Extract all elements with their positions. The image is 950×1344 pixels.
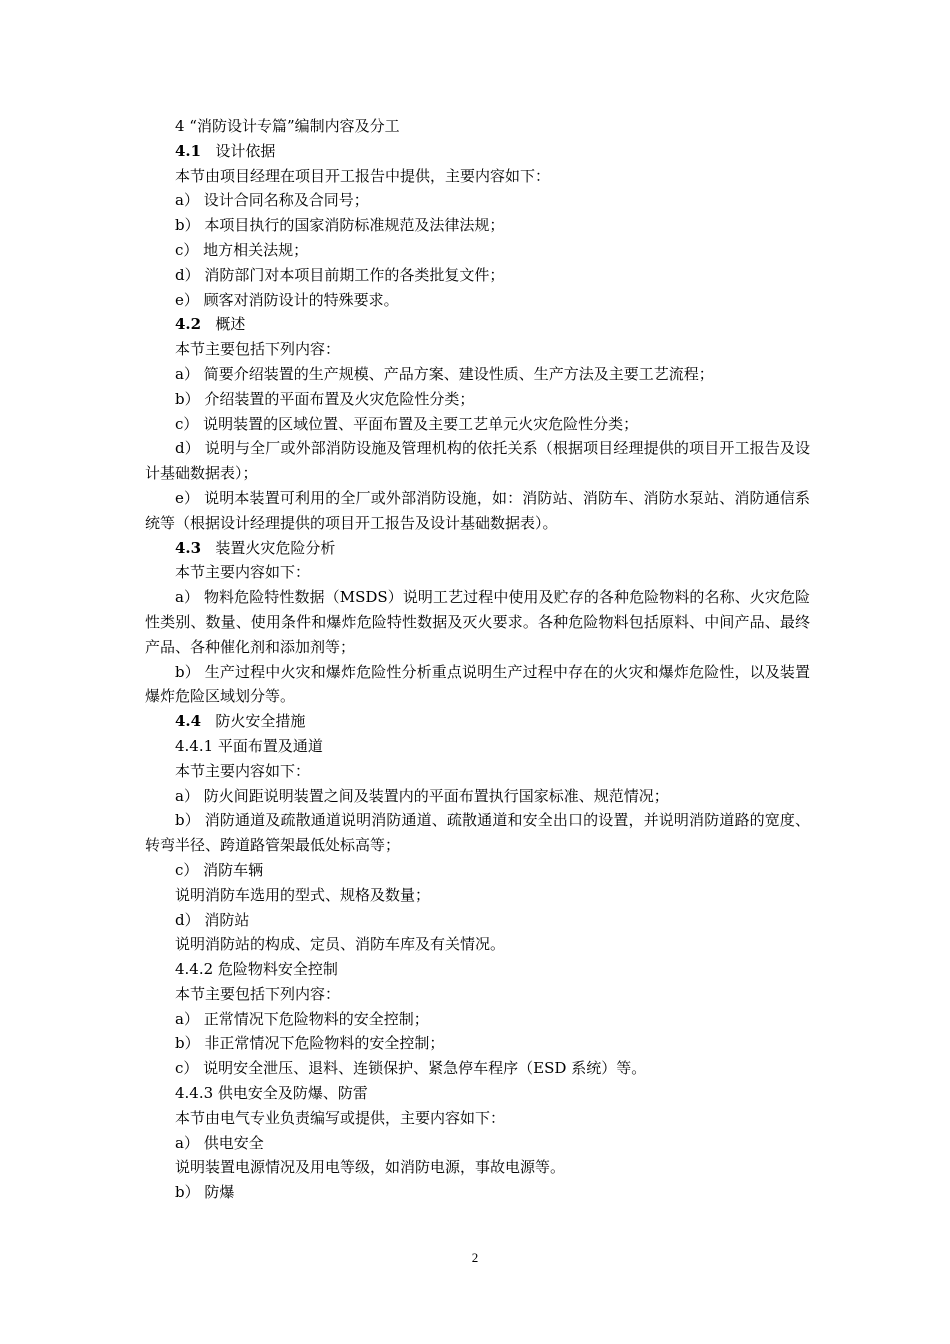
section-title: 防火安全措施 [215, 712, 306, 731]
list-item: b） 生产过程中火灾和爆炸危险性分析重点说明生产过程中存在的火灾和爆炸危险性，以及装置爆炸危险区域划分等。 [145, 662, 810, 706]
paragraph: 说明消防车选用的型式、规格及数量； [175, 885, 431, 904]
list-item: a） 设计合同名称及合同号； [175, 191, 369, 210]
section-title: 设计依据 [215, 141, 276, 160]
list-item: b） 本项目执行的国家消防标准规范及法律法规； [175, 216, 505, 235]
section-number: 4.4 [175, 712, 202, 731]
paragraph: 说明装置电源情况及用电等级，如消防电源，事故电源等。 [175, 1158, 566, 1177]
list-item: a） 简要介绍装置的生产规模、产品方案、建设性质、生产方法及主要工艺流程； [175, 364, 714, 383]
paragraph: 说明消防站的构成、定员、消防车库及有关情况。 [175, 935, 506, 954]
list-item: b） 防爆 [175, 1183, 235, 1202]
subsection-4-4-2-title: 4.4.2 危险物料安全控制 [175, 960, 338, 979]
list-item: c） 消防车辆 [175, 860, 264, 879]
section-title: 装置火灾危险分析 [215, 538, 336, 557]
list-item: e） 说明本装置可利用的全厂或外部消防设施，如：消防站、消防车、消防水泵站、消防通信系统等（根据设计经理提供的项目开工报告及设计基础数据表）。 [145, 488, 810, 532]
list-item: c） 说明安全泄压、退料、连锁保护、紧急停车程序（ESD 系统）等。 [175, 1059, 647, 1078]
section-number: 4.3 [175, 538, 202, 557]
section-4-2-heading [145, 312, 810, 337]
list-item: c） 说明装置的区域位置、平面布置及主要工艺单元火灾危险性分类； [175, 414, 639, 433]
section-4-title: 4 “消防设计专篇”编制内容及分工 [175, 117, 400, 135]
list-item: d） 说明与全厂或外部消防设施及管理机构的依托关系（根据项目经理提供的项目开工报告及设计基础数据表）； [145, 439, 810, 483]
paragraph: 本节主要内容如下： [175, 563, 311, 582]
list-item: b） 非正常情况下危险物料的安全控制； [175, 1034, 445, 1053]
document-body [145, 114, 810, 1205]
list-item: c） 地方相关法规； [175, 240, 309, 259]
list-item: a） 防火间距说明装置之间及装置内的平面布置执行国家标准、规范情况； [175, 786, 669, 805]
section-4-4-heading [145, 709, 810, 734]
page-number: 2 [471, 1250, 479, 1265]
paragraph: 本节主要包括下列内容： [175, 984, 341, 1003]
paragraph: 本节主要包括下列内容： [175, 340, 341, 359]
paragraph: 本节由电气专业负责编写或提供，主要内容如下： [175, 1108, 506, 1127]
list-item: a） 供电安全 [175, 1133, 264, 1152]
list-item: a） 正常情况下危险物料的安全控制； [175, 1009, 429, 1028]
paragraph: 本节主要内容如下： [175, 761, 311, 780]
section-4-1-heading [145, 139, 810, 164]
subsection-4-4-1-title: 4.4.1 平面布置及通道 [175, 736, 323, 755]
list-item: a） 物料危险特性数据（MSDS）说明工艺过程中使用及贮存的各种危险物料的名称、火灾危险性类别、数量、使用条件和爆炸危险特性数据及灭火要求。各种危险物料包括原料、中间产品、最终产品、各种催化剂和添加剂等； [145, 588, 810, 656]
paragraph: 本节由项目经理在项目开工报告中提供，主要内容如下： [175, 166, 551, 185]
section-number: 4.1 [175, 141, 202, 160]
section-4-3-heading [145, 536, 810, 561]
section-title: 概述 [215, 315, 246, 334]
list-item: d） 消防部门对本项目前期工作的各类批复文件； [175, 265, 505, 284]
section-number: 4.2 [175, 315, 202, 334]
list-item: d） 消防站 [175, 910, 250, 929]
list-item: b） 介绍装置的平面布置及火灾危险性分类； [175, 389, 475, 408]
list-item: e） 顾客对消防设计的特殊要求。 [175, 290, 399, 309]
list-item: b） 消防通道及疏散通道说明消防通道、疏散通道和安全出口的设置，并说明消防道路的宽度、转弯半径、跨道路管架最低处标高等； [145, 811, 810, 855]
subsection-4-4-3-title: 4.4.3 供电安全及防爆、防雷 [175, 1084, 368, 1103]
